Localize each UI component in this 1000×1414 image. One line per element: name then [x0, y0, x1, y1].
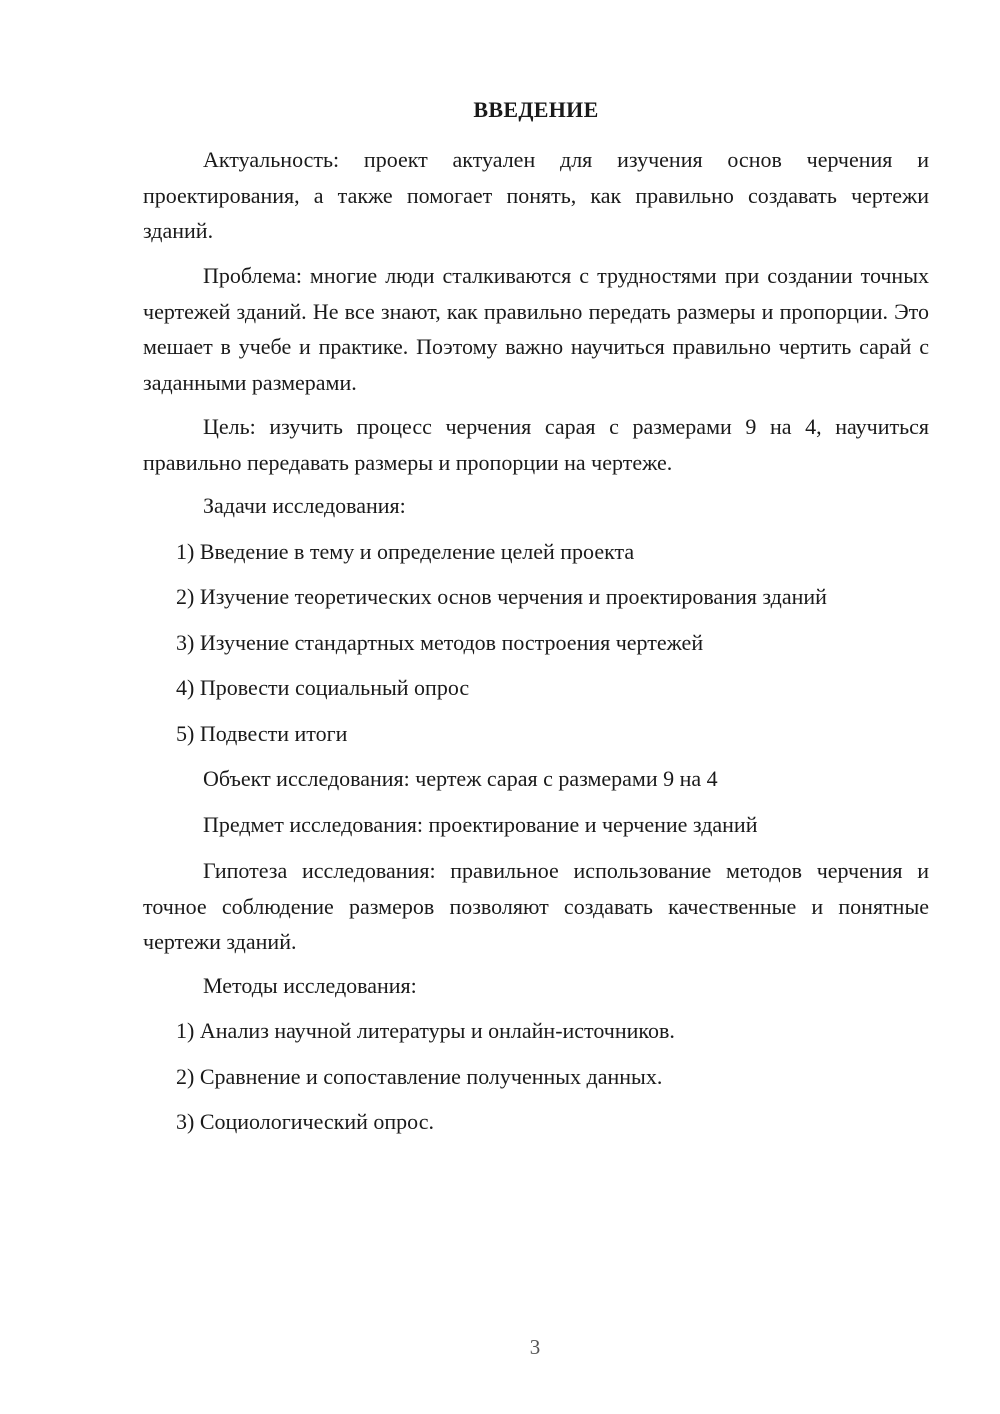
goal-paragraph: Цель: изучить процесс черчения сарая с размерами 9 на 4, научиться правильно передавать размеры и пропорции на чертеже.: [143, 414, 929, 475]
page-number: 3: [529, 1335, 541, 1359]
hypothesis-paragraph: Гипотеза исследования: правильное использование методов черчения и точное соблюдение размеров позволяют создавать качественные и понятные чертежи зданий.: [143, 858, 929, 954]
method-item-1: 1) Анализ научной литературы и онлайн-источников.: [176, 1018, 675, 1043]
task-item-4: 4) Провести социальный опрос: [176, 675, 470, 700]
research-subject: Предмет исследования: проектирование и черчение зданий: [203, 812, 758, 837]
task-item-2: 2) Изучение теоретических основ черчения и проектирования зданий: [176, 584, 827, 609]
relevance-paragraph: Актуальность: проект актуален для изучения основ черчения и проектирования, а также помогает понять, как правильно создавать чертежи зданий.: [143, 147, 929, 243]
problem-paragraph: Проблема: многие люди сталкиваются с трудностями при создании точных чертежей зданий. Не все знают, как правильно передать размеры и пропорции. Это мешает в учебе и практике. Поэтому важно научиться правильно чертить сарай с заданными размерами.: [143, 263, 929, 395]
method-item-3: 3) Социологический опрос.: [176, 1109, 434, 1134]
method-item-2: 2) Сравнение и сопоставление полученных данных.: [176, 1064, 663, 1089]
methods-title: Методы исследования:: [203, 973, 417, 998]
task-item-5: 5) Подвести итоги: [176, 721, 348, 746]
task-item-1: 1) Введение в тему и определение целей проекта: [176, 539, 635, 564]
research-object: Объект исследования: чертеж сарая с размерами 9 на 4: [203, 766, 718, 791]
task-item-3: 3) Изучение стандартных методов построения чертежей: [176, 630, 704, 655]
section-heading: ВВЕДЕНИЕ: [473, 97, 599, 122]
tasks-title: Задачи исследования:: [203, 493, 406, 518]
